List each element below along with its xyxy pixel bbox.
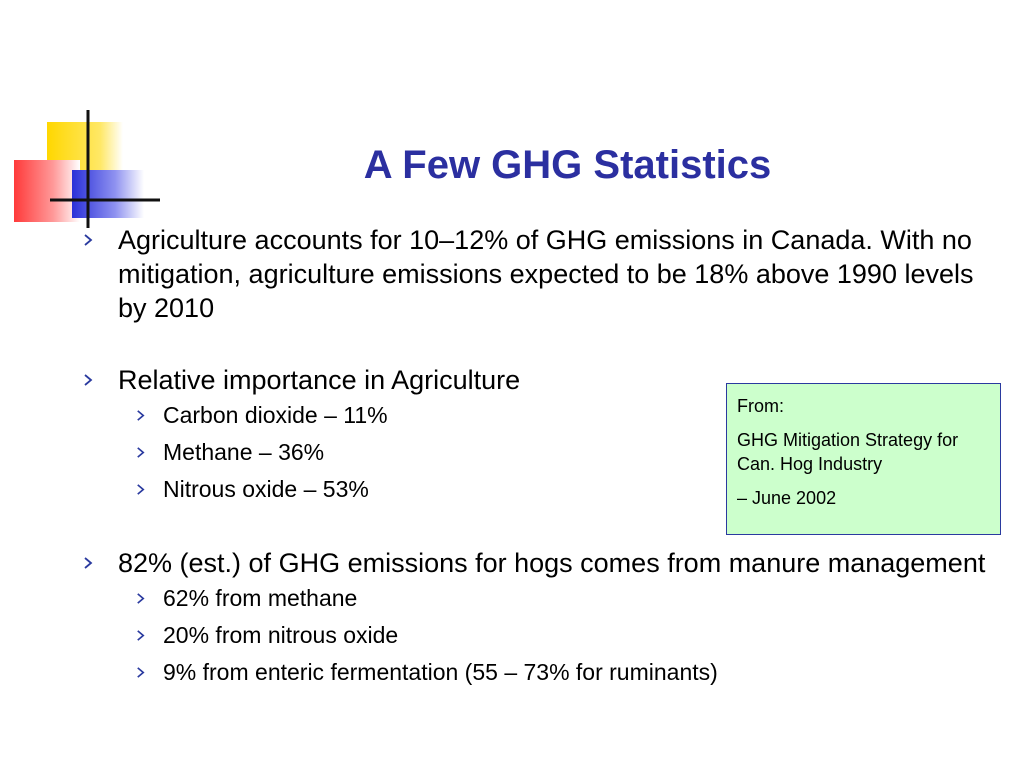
deco-red-square <box>14 160 80 222</box>
bullet-arrow-icon <box>82 374 94 386</box>
corner-decoration-graphic <box>0 0 160 240</box>
source-citation-box <box>726 383 1001 535</box>
bullet-text: 82% (est.) of GHG emissions for hogs comes from manure management <box>118 548 986 578</box>
sub-bullet-arrow-icon <box>135 667 146 678</box>
sub-bullet-text: Carbon dioxide – 11% <box>163 402 388 428</box>
sub-bullet-arrow-icon <box>135 593 146 604</box>
sub-bullet-text: 62% from methane <box>163 585 358 611</box>
sub-bullet-arrow-icon <box>135 630 146 641</box>
sub-bullet-arrow-icon <box>135 410 146 421</box>
bullet-arrow-icon <box>82 557 94 569</box>
sub-bullet-text: Methane – 36% <box>163 439 325 465</box>
sub-bullet-text: 20% from nitrous oxide <box>163 622 399 648</box>
deco-blue-square <box>72 170 144 218</box>
sub-bullet-list <box>78 580 1008 691</box>
source-document-title: GHG Mitigation Strategy for Can. Hog Industry <box>737 430 959 474</box>
source-date: – June 2002 <box>737 488 837 508</box>
bullet-arrow-icon <box>82 234 94 246</box>
bullet-text: Agriculture accounts for 10–12% of GHG emissions in Canada. With no mitigation, agriculture emissions expected to be 18% above 1990 levels by 2010 <box>118 225 974 323</box>
sub-bullet-text: 9% from enteric fermentation (55 – 73% for ruminants) <box>163 659 718 685</box>
sub-bullet-arrow-icon <box>135 447 146 458</box>
slide-title: A Few GHG Statistics <box>363 143 772 187</box>
bullet-item <box>78 546 1008 580</box>
sub-bullet-arrow-icon <box>135 484 146 495</box>
bullet-text: Relative importance in Agriculture <box>118 365 521 395</box>
sub-bullet-text: Nitrous oxide – 53% <box>163 476 369 502</box>
sub-bullet-item <box>78 654 1008 691</box>
bullet-item <box>78 223 1008 325</box>
source-label: From: <box>737 396 784 416</box>
sub-bullet-item <box>78 580 1008 617</box>
sub-bullet-item <box>78 617 1008 654</box>
